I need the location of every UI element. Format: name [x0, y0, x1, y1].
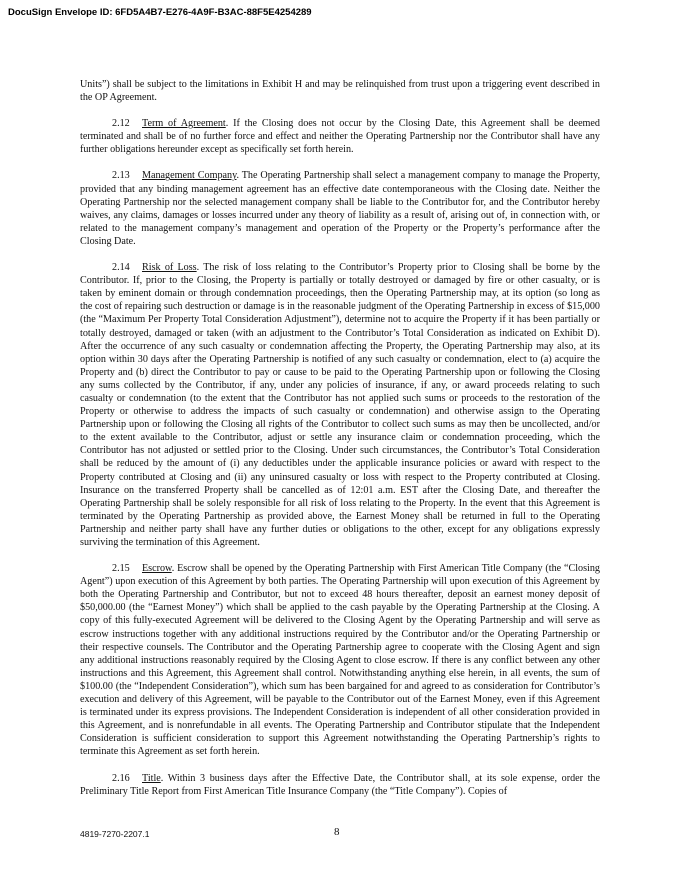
- section-body: . Escrow shall be opened by the Operating Partnership with First American Title Company (the “Closing Agent”) upon execution of this Agreement by both parties. The Operating Partnership will upon execution of this Agreement by both the Operating Partnership and Contributor, but not to exceed 48 hours thereafter, deposit an earnest money deposit of $50,000.00 (the “Earnest Money”) which shall be applied to the cash payable by the Operating Partnership at the Closing. A copy of this fully-executed Agreement will be delivered to the Closing Agent by the Operating Partnership and will serve as escrow instructions together with any additional instructions required by the Contributor and/or the Operating Partnership or their respective counsels. The Contributor and the Operating Partnership agree to cooperate with the Closing Agent and sign any additional instructions reasonably required by the Closing Agent to close escrow. If there is any conflict between any other instructions and this Agreement, this Agreement shall control. Notwithstanding anything else herein, in all events, the sum of $100.00 (the “Independent Consideration”), which sum has been bargained for and agreed to as consideration for Contributor’s execution and delivery of this Agreement, will be payable to the Contributor out of the Earnest Money, even if this Agreement is terminated under its express provisions. The Independent Consideration is independent of all other consideration provided in this Agreement, and is nonrefundable in all events. The Operating Partnership and Contributor stipulate that the Independent Consideration is sufficient consideration to support this Agreement notwithstanding the Operating Partnership’s rights to terminate this Agreement as set forth herein.: [80, 563, 600, 758]
- section-2-15: [80, 562, 600, 758]
- section-2-14: [80, 261, 600, 549]
- section-heading: Management Company: [142, 170, 237, 182]
- section-heading: Term of Agreement: [142, 118, 226, 130]
- section-number: 2.12: [112, 118, 130, 130]
- section-2-16: [80, 772, 600, 798]
- section-number: 2.14: [112, 262, 130, 274]
- section-heading: Risk of Loss: [142, 262, 197, 274]
- section-body: . If the Closing does not occur by the Closing Date, this Agreement shall be deemed terminated and shall be of no further force and effect and neither the Operating Partnership nor the Contributor shall have any further obligations hereunder except as specifically set forth herein.: [80, 118, 600, 156]
- docusign-envelope-id: DocuSign Envelope ID: 6FD5A4B7-E276-4A9F-B3AC-88F5E4254289: [8, 7, 312, 18]
- section-number: 2.16: [112, 772, 130, 784]
- section-body: . Within 3 business days after the Effective Date, the Contributor shall, at its sole expense, order the Preliminary Title Report from First American Title Insurance Company (the “Title Company”). Copies of: [80, 772, 600, 797]
- section-body: . The risk of loss relating to the Contributor’s Property prior to Closing shall be borne by the Contributor. If, prior to the Closing, the Property is partially or totally destroyed or damaged by fire or other casualty, or is taken by eminent domain or through condemnation proceedings, then the Operating Partnership may, at its option (so long as the cost of repairing such destruction or damage is in the reasonable judgment of the Operating Partnership in excess of $15,000 (the “Maximum Per Property Total Consideration Adjustment”), determine not to acquire the Property if it has been partially or totally destroyed, damaged or taken (with an adjustment to the Contributor’s Total Consideration as indicated on Exhibit D). After the occurrence of any such casualty or condemnation affecting the Property, the Operating Partnership may also, at its option within 30 days after the Operating Partnership is notified of any such casualty or condemnation, elect to (a) acquire the Property and (b) direct the Contributor to pay or cause to be paid to the Operating Partnership upon or following the Closing any sums collected by the Contributor, if any, under any policies of insurance, if any, or award proceeds relating to such casualty or condemnation (to the extent that the Contributor has not applied such sums or proceeds to the restoration of the Property or otherwise to address the impacts of such casualty or condemnation) and otherwise assign to the Operating Partnership upon or following the Closing all rights of the Contributor to collect such sums as may then be uncollected, and/or to the extent available to the Contributor, adjust or settle any insurance claim or condemnation proceeding, which the Contributor has not adjusted or settled prior to the Closing. Under such circumstances, the Contributor’s Total Consideration shall be reduced by the amount of (i) any deductibles under the applicable insurance policies or award with respect to the Property contributed at Closing and (ii) any uninsured casualty or loss with respect to the Property contributed at Closing. Insurance on the transferred Property shall be cancelled as of 12:01 a.m. EST after the Closing Date, and thereafter the Operating Partnership shall be solely responsible for all risk of loss relating to the Property. In the event that this Agreement is terminated by the Operating Partnership as provided above, the Earnest Money shall be returned in full to the Operating Partnership and neither party shall have any further duties or obligations to the other, except for any obligations expressly surviving the termination of this Agreement.: [80, 262, 600, 548]
- section-number: 2.15: [112, 563, 130, 575]
- section-body: . The Operating Partnership shall select a management company to manage the Property, provided that any binding management agreement has an effective date contemporaneous with the Closing date. Neither the Operating Partnership nor the selected management company shall be liable to the Contributor for, and the Contributor hereby waives, any claims, damages or losses incurred under any theory of liability as a result of, arising out of, in connection with, or related to the management company’s management and operation of the Property or the Property’s performance after the Closing Date.: [80, 170, 600, 247]
- document-body: [80, 78, 600, 811]
- page-number: 8: [334, 826, 340, 838]
- section-2-13: [80, 169, 600, 248]
- section-heading: Escrow: [142, 563, 172, 575]
- footer-document-id: 4819-7270-2207.1: [80, 829, 150, 839]
- intro-paragraph: Units”) shall be subject to the limitations in Exhibit H and may be relinquished from trust upon a triggering event described in the OP Agreement.: [80, 79, 600, 104]
- section-number: 2.13: [112, 170, 130, 182]
- section-2-12: [80, 117, 600, 156]
- section-heading: Title: [142, 772, 161, 784]
